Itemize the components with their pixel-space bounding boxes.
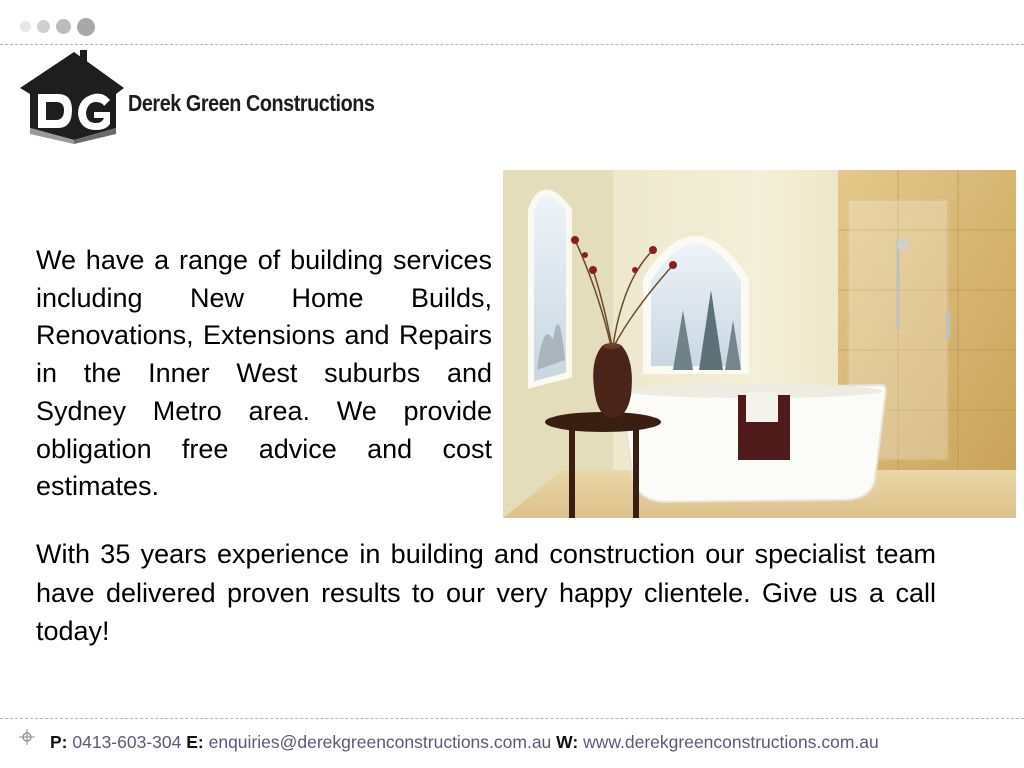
dot-icon (56, 19, 71, 34)
contact-footer (18, 728, 1008, 758)
email-link[interactable]: enquiries@derekgreenconstructions.com.au (208, 732, 552, 752)
contact-line (50, 732, 879, 753)
dot-icon (77, 18, 95, 36)
services-paragraph: We have a range of building services including New Home Builds, Renovations, Extensions and Repairs in the Inner West suburbs and Sydney Metro area. We provide obligation free advice and cost estimates. (36, 245, 492, 502)
experience-paragraph: With 35 years experience in building and construction our specialist team have delivered proven results to our very happy clientele. Give us a call today! (36, 539, 936, 646)
company-name: Derek Green Constructions (128, 90, 375, 116)
website-link[interactable]: www.derekgreenconstructions.com.au (583, 732, 879, 752)
email-label: E: (186, 732, 204, 752)
dot-icon (37, 20, 50, 33)
bathroom-photo (503, 170, 1016, 518)
bottom-divider (0, 718, 1024, 719)
top-divider (0, 44, 1024, 45)
phone-label: P: (50, 732, 68, 752)
phone-link[interactable]: 0413-603-304 (72, 732, 182, 752)
crosshair-icon (18, 728, 36, 746)
dot-icon (20, 21, 31, 32)
web-label: W: (556, 732, 579, 752)
